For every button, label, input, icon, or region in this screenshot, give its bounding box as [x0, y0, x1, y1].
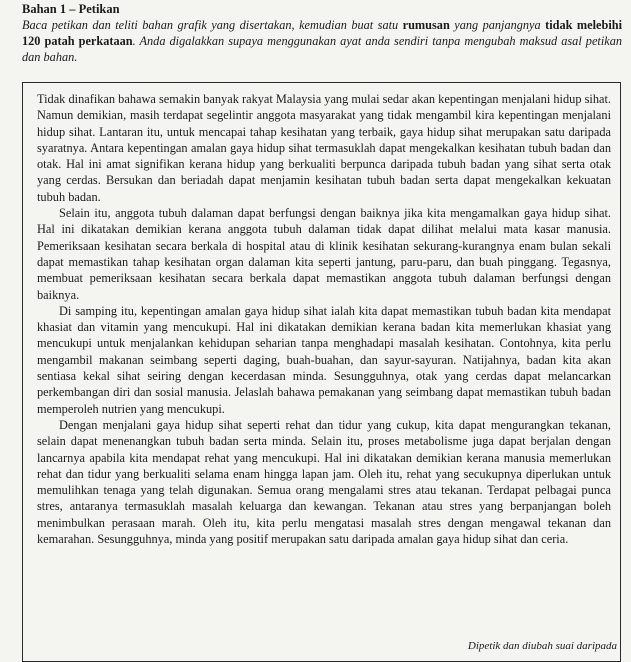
passage-paragraph-4: Dengan menjalani gaya hidup sihat seperti rehat dan tidur yang cukup, kita dapat mengurangkan tekanan, selain dapat menenangkan tubuh badan serta minda. Selain itu, proses metabolisme juga dapat berjalan dengan lancarnya apabila kita mendapat rehat yang mencukupi. Hal ini dikatakan demikian kerana manusia memerlukan rehat dan tidur yang berkualiti selama enam hingga lapan jam. Oleh itu, rehat yang secukupnya diperlukan untuk memulihkan tenaga yang telah digunakan. Semua orang mengalami stres atau tekanan. Terdapat pelbagai punca stres, antaranya termasuklah masalah keluarga dan kewangan. Tekanan atau stres yang berpanjangan boleh menimbulkan perasaan marah. Oleh itu, kita perlu mengatasi masalah stres dengan mengawal tekanan dan kemarahan. Sesungguhnya, minda yang positif merupakan satu daripada amalan gaya hidup sihat dan ceria. [37, 417, 611, 547]
source-note: Dipetik dan diubah suai daripada [467, 640, 617, 652]
passage-paragraph-3: Di samping itu, kepentingan amalan gaya hidup sihat ialah kita dapat memastikan tubuh badan kita mendapat khasiat dan vitamin yang mencukupi. Hal ini dikatakan demikian kerana badan kita memerlukan khasiat yang mencukupi untuk menjalankan kehidupan seharian tanpa menghadapi masalah kesihatan. Contohnya, kita perlu mengambil makanan seimbang seperti daging, buah-buahan, dan sayur-sayuran. Natijahnya, badan kita akan sentiasa kekal sihat seiring dengan kecerdasan minda. Sesungguhnya, otak yang cerdas dapat melancarkan perkembangan diri dan sosial manusia. Jelaslah bahawa pemakanan yang seimbang dapat memastikan tubuh badan memperoleh nutrien yang mencukupi. [37, 303, 611, 416]
passage-paragraph-1: Tidak dinafikan bahawa semakin banyak rakyat Malaysia yang mulai sedar akan kepentingan menjalani hidup sihat. Namun demikian, masih terdapat segelintir anggota masyarakat yang tidak mengambil kira kepentingan menjalani hidup sihat. Lantaran itu, untuk mencapai tahap kesihatan yang terbaik, gaya hidup sihat merupakan satu daripada syaratnya. Antara kepentingan amalan gaya hidup sihat termasuklah dapat mengekalkan kesihatan tubuh badan dan otak. Hal ini amat signifikan kerana hidup yang berkualiti berpunca daripada tubuh badan yang sihat serta otak yang cerdas. Bersukan dan beriadah dapat menjamin kesihatan tubuh badan serta dapat mengekalkan kekuatan tubuh badan. [37, 92, 611, 204]
instruction-part-3: . Anda digalakkan supaya menggunakan ayat anda sendiri tanpa mengubah maksud asal petikan dan bahan. [22, 34, 622, 64]
question-header [22, 2, 622, 65]
instruction-word-limit: tidak melebihi 120 patah perkataan [22, 18, 623, 48]
section-title: Bahan 1 – Petikan [22, 2, 120, 16]
passage-paragraph-2: Selain itu, anggota tubuh dalaman dapat berfungsi dengan baiknya jika kita mengamalkan gaya hidup sihat. Hal ini dikatakan demikian kerana anggota tubuh dalaman tidak dapat dilihat melalui mata kasar manusia. Pemeriksaan kesihatan secara berkala di hospital atau di klinik kesihatan sekurang-kurangnya enam bulan sekali dapat memastikan tahap kesihatan organ dalaman kita seperti jantung, paru-paru, dan buah pinggang. Tegasnya, membuat pemeriksaan kesihatan secara berkala dapat memastikan anggota tubuh dalaman berfungsi dengan baiknya. [37, 206, 611, 302]
instruction-part-2: yang panjangnya [449, 18, 546, 32]
instruction-text [22, 17, 622, 65]
instruction-keyword-rumusan: rumusan [402, 18, 450, 32]
instruction-part-1: Baca petikan dan teliti bahan grafik yang disertakan, kemudian buat satu [22, 18, 403, 32]
passage-box [22, 82, 621, 662]
